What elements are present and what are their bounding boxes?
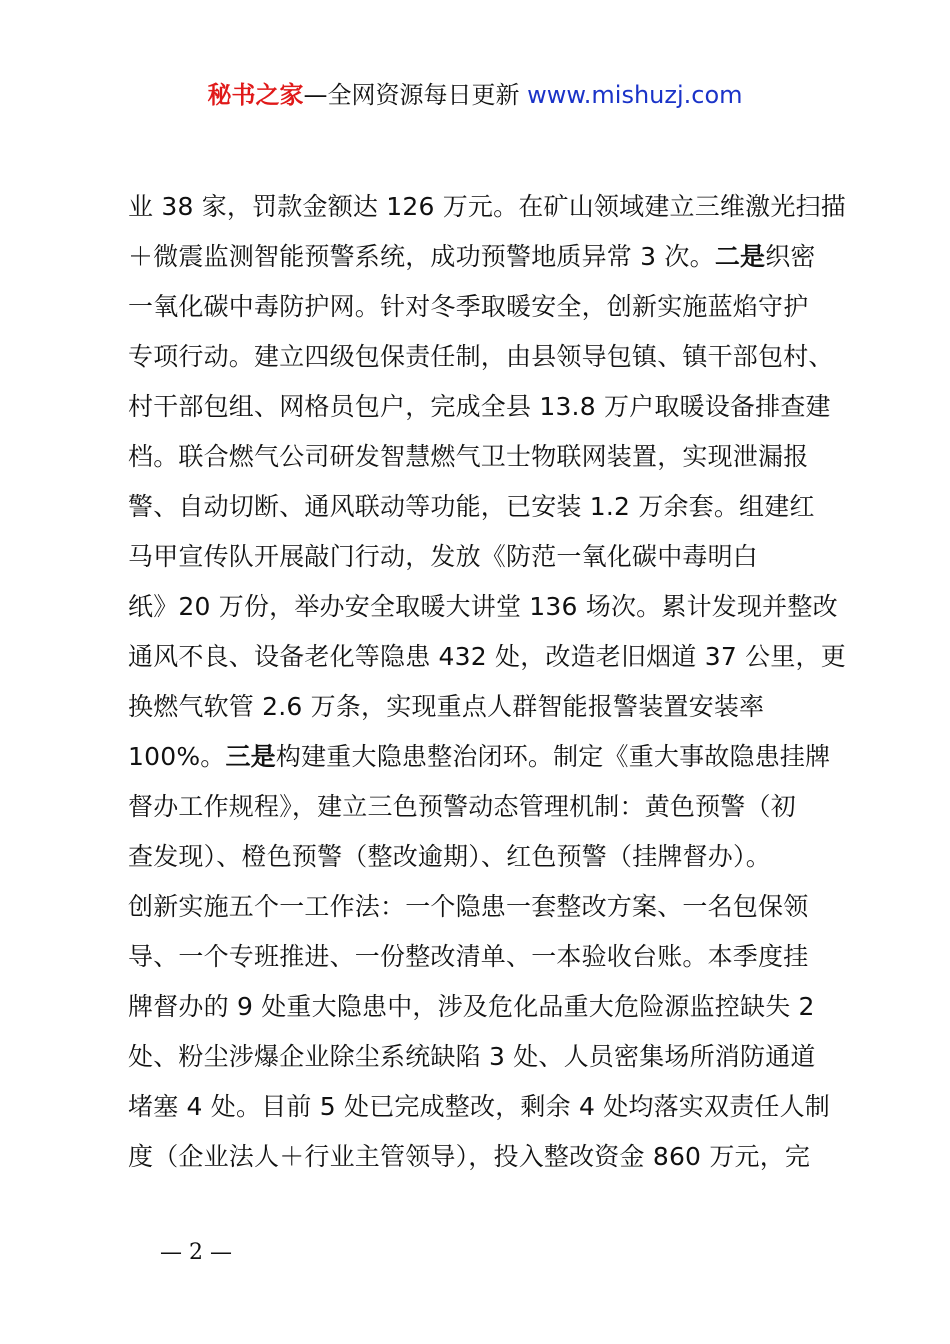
text-run: 专项行动。建立四级包保责任制，由县领导包镇、镇干部包村、 <box>128 342 834 371</box>
document-body <box>128 182 846 1182</box>
text-line <box>128 782 838 832</box>
text-line <box>128 682 838 732</box>
brand-name: 秘书之家 <box>207 81 304 109</box>
text-line <box>128 1132 838 1182</box>
text-line <box>128 932 838 982</box>
site-url[interactable]: www.mishuzj.com <box>527 81 743 109</box>
text-line <box>128 1032 838 1082</box>
text-run: 警、自动切断、通风联动等功能，已安装 1.2 万余套。组建红 <box>128 492 815 521</box>
text-line <box>128 632 846 682</box>
text-run: 业 38 家，罚款金额达 126 万元。在矿山领域建立三维激光扫描 <box>128 192 846 221</box>
text-run: 纸》20 万份，举办安全取暖大讲堂 136 场次。累计发现并整改 <box>128 592 838 621</box>
text-run: 村干部包组、网格员包户，完成全县 13.8 万户取暖设备排查建 <box>128 392 831 421</box>
text-run: 创新实施五个一工作法：一个隐患一套整改方案、一名包保领 <box>128 892 809 921</box>
text-line <box>128 482 838 532</box>
text-run: 织密 <box>765 242 816 271</box>
text-line <box>128 282 838 332</box>
site-header <box>0 78 950 112</box>
text-line <box>128 832 838 882</box>
text-run: 档。联合燃气公司研发智慧燃气卫士物联网装置，实现泄漏报 <box>128 442 809 471</box>
text-line <box>128 182 846 232</box>
text-line <box>128 382 838 432</box>
text-run: 一氧化碳中毒防护网。针对冬季取暖安全，创新实施蓝焰守护 <box>128 292 809 321</box>
text-line <box>128 982 838 1032</box>
text-run: 马甲宣传队开展敲门行动，发放《防范一氧化碳中毒明白 <box>128 542 759 571</box>
page-number: — 2 — <box>160 1240 232 1265</box>
text-line <box>128 532 838 582</box>
text-run: 牌督办的 9 处重大隐患中，涉及危化品重大危险源监控缺失 2 <box>128 992 815 1021</box>
text-run: 度（企业法人＋行业主管领导），投入整改资金 860 万元，完 <box>128 1142 811 1171</box>
text-run: 处、粉尘涉爆企业除尘系统缺陷 3 处、人员密集场所消防通道 <box>128 1042 816 1071</box>
bold-marker: 三是 <box>225 742 276 771</box>
text-run: 100%。 <box>128 742 226 771</box>
text-run: 通风不良、设备老化等隐患 432 处，改造老旧烟道 37 公里，更 <box>128 642 846 671</box>
text-line <box>128 432 838 482</box>
text-run: 查发现）、橙色预警（整改逾期）、红色预警（挂牌督办）。 <box>128 842 771 871</box>
text-line <box>128 332 838 382</box>
text-line <box>128 582 838 632</box>
text-run: 导、一个专班推进、一份整改清单、一本验收台账。本季度挂 <box>128 942 809 971</box>
text-line <box>128 232 838 282</box>
text-run: 构建重大隐患整治闭环。制定《重大事故隐患挂牌 <box>275 742 831 771</box>
header-slogan: —全网资源每日更新 <box>303 81 520 109</box>
text-line <box>128 882 838 932</box>
text-run: 换燃气软管 2.6 万条，实现重点人群智能报警装置安装率 <box>128 692 765 721</box>
text-run: ＋微震监测智能预警系统，成功预警地质异常 3 次。 <box>128 242 715 271</box>
text-run: 堵塞 4 处。目前 5 处已完成整改，剩余 4 处均落实双责任人制 <box>128 1092 830 1121</box>
bold-marker: 二是 <box>714 242 766 271</box>
text-line <box>128 1082 838 1132</box>
text-run: 督办工作规程》，建立三色预警动态管理机制：黄色预警（初 <box>128 792 796 821</box>
text-line <box>128 732 838 782</box>
